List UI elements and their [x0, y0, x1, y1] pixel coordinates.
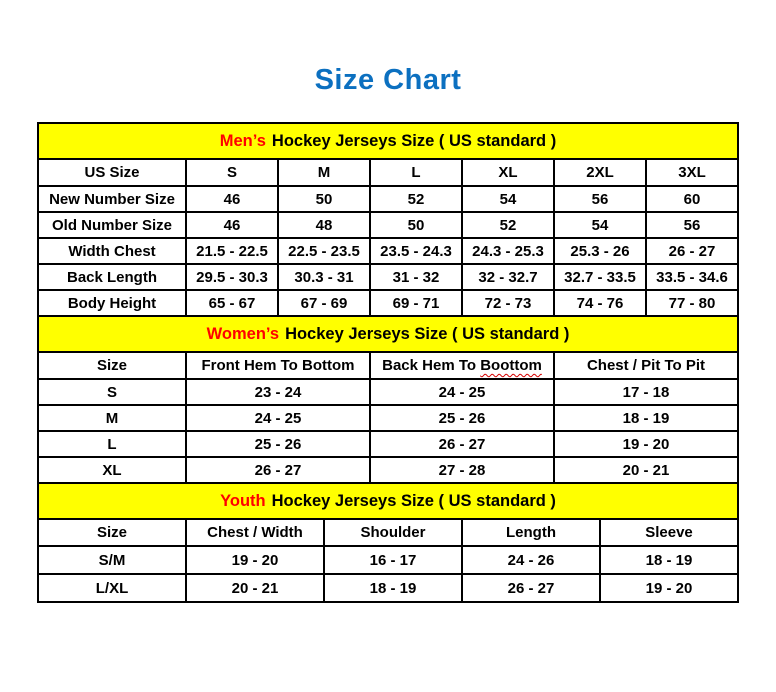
mens-size-table [37, 122, 739, 317]
size-value-cell: 46 [186, 186, 278, 212]
size-chart-container [37, 122, 739, 603]
size-value-cell: 50 [278, 186, 370, 212]
womens-column-header-row [38, 352, 738, 379]
column-header: Shoulder [324, 519, 462, 546]
size-value-cell: 19 - 20 [186, 546, 324, 574]
mens-section-header [38, 123, 738, 159]
womens-section-header-row [38, 316, 738, 352]
size-value-cell: 18 - 19 [600, 546, 738, 574]
size-value-cell: 52 [370, 186, 462, 212]
column-header: Length [462, 519, 600, 546]
size-value-cell: 26 - 27 [370, 431, 554, 457]
size-value-cell: 69 - 71 [370, 290, 462, 316]
size-value-cell: 32 - 32.7 [462, 264, 554, 290]
size-value-cell: 22.5 - 23.5 [278, 238, 370, 264]
size-value-cell: 50 [370, 212, 462, 238]
size-value-cell: 19 - 20 [554, 431, 738, 457]
youth-section-header-row [38, 483, 738, 519]
size-value-cell: 18 - 19 [324, 574, 462, 602]
row-label: L [38, 431, 186, 457]
size-value-cell: 23.5 - 24.3 [370, 238, 462, 264]
size-value-cell: 54 [554, 212, 646, 238]
table-row [38, 212, 738, 238]
column-header: Size [38, 519, 186, 546]
row-label: L/XL [38, 574, 186, 602]
size-value-cell: 56 [554, 186, 646, 212]
size-value-cell: 18 - 19 [554, 405, 738, 431]
size-value-cell: 72 - 73 [462, 290, 554, 316]
column-header: M [278, 159, 370, 186]
table-row [38, 264, 738, 290]
size-value-cell: 16 - 17 [324, 546, 462, 574]
womens-size-table [37, 315, 739, 484]
table-row [38, 457, 738, 483]
size-value-cell: 20 - 21 [554, 457, 738, 483]
size-value-cell: 31 - 32 [370, 264, 462, 290]
size-value-cell: 29.5 - 30.3 [186, 264, 278, 290]
row-label: XL [38, 457, 186, 483]
size-value-cell: 25.3 - 26 [554, 238, 646, 264]
size-value-cell: 74 - 76 [554, 290, 646, 316]
column-header: 3XL [646, 159, 738, 186]
table-row [38, 574, 738, 602]
size-value-cell: 33.5 - 34.6 [646, 264, 738, 290]
row-label: S [38, 379, 186, 405]
size-value-cell: 24.3 - 25.3 [462, 238, 554, 264]
size-value-cell: 52 [462, 212, 554, 238]
size-value-cell: 56 [646, 212, 738, 238]
size-value-cell: 30.3 - 31 [278, 264, 370, 290]
table-row [38, 546, 738, 574]
row-label: Width Chest [38, 238, 186, 264]
size-value-cell: 48 [278, 212, 370, 238]
size-value-cell: 46 [186, 212, 278, 238]
column-header: S [186, 159, 278, 186]
column-header: Chest / Width [186, 519, 324, 546]
youth-column-header-row [38, 519, 738, 546]
size-value-cell: 54 [462, 186, 554, 212]
table-row [38, 290, 738, 316]
column-header: US Size [38, 159, 186, 186]
column-header: 2XL [554, 159, 646, 186]
row-label: Body Height [38, 290, 186, 316]
mens-section-header-row [38, 123, 738, 159]
column-header: Chest / Pit To Pit [554, 352, 738, 379]
table-row [38, 379, 738, 405]
column-header: L [370, 159, 462, 186]
size-value-cell: 32.7 - 33.5 [554, 264, 646, 290]
row-label: New Number Size [38, 186, 186, 212]
size-value-cell: 26 - 27 [462, 574, 600, 602]
mens-accent-label: Men’s [219, 131, 266, 150]
mens-section-title: Hockey Jerseys Size ( US standard ) [271, 131, 557, 150]
size-value-cell: 24 - 26 [462, 546, 600, 574]
size-value-cell: 60 [646, 186, 738, 212]
size-value-cell: 24 - 25 [370, 379, 554, 405]
youth-section-header [38, 483, 738, 519]
mens-column-header-row [38, 159, 738, 186]
column-header: Front Hem To Bottom [186, 352, 370, 379]
size-value-cell: 21.5 - 22.5 [186, 238, 278, 264]
misspelled-word-squiggle: Boottom [480, 357, 542, 374]
size-value-cell: 26 - 27 [646, 238, 738, 264]
size-value-cell: 67 - 69 [278, 290, 370, 316]
youth-accent-label: Youth [220, 491, 266, 510]
page-title: Size Chart [314, 64, 462, 96]
table-row [38, 186, 738, 212]
size-value-cell: 19 - 20 [600, 574, 738, 602]
size-value-cell: 27 - 28 [370, 457, 554, 483]
column-header: Sleeve [600, 519, 738, 546]
size-value-cell: 25 - 26 [186, 431, 370, 457]
table-row [38, 405, 738, 431]
size-value-cell: 17 - 18 [554, 379, 738, 405]
row-label: M [38, 405, 186, 431]
column-header-misspelled [370, 352, 554, 379]
womens-section-title: Hockey Jerseys Size ( US standard ) [285, 324, 570, 343]
size-value-cell: 77 - 80 [646, 290, 738, 316]
womens-section-header [38, 316, 738, 352]
size-value-cell: 20 - 21 [186, 574, 324, 602]
row-label: Old Number Size [38, 212, 186, 238]
table-row [38, 238, 738, 264]
size-value-cell: 26 - 27 [186, 457, 370, 483]
size-value-cell: 65 - 67 [186, 290, 278, 316]
youth-size-table [37, 482, 739, 603]
column-header: XL [462, 159, 554, 186]
row-label: Back Length [38, 264, 186, 290]
size-value-cell: 24 - 25 [186, 405, 370, 431]
youth-section-title: Hockey Jerseys Size ( US standard ) [271, 491, 556, 510]
back-hem-prefix: Back Hem To [382, 357, 477, 374]
size-value-cell: 23 - 24 [186, 379, 370, 405]
row-label: S/M [38, 546, 186, 574]
womens-accent-label: Women’s [206, 324, 280, 343]
table-row [38, 431, 738, 457]
column-header: Size [38, 352, 186, 379]
size-value-cell: 25 - 26 [370, 405, 554, 431]
